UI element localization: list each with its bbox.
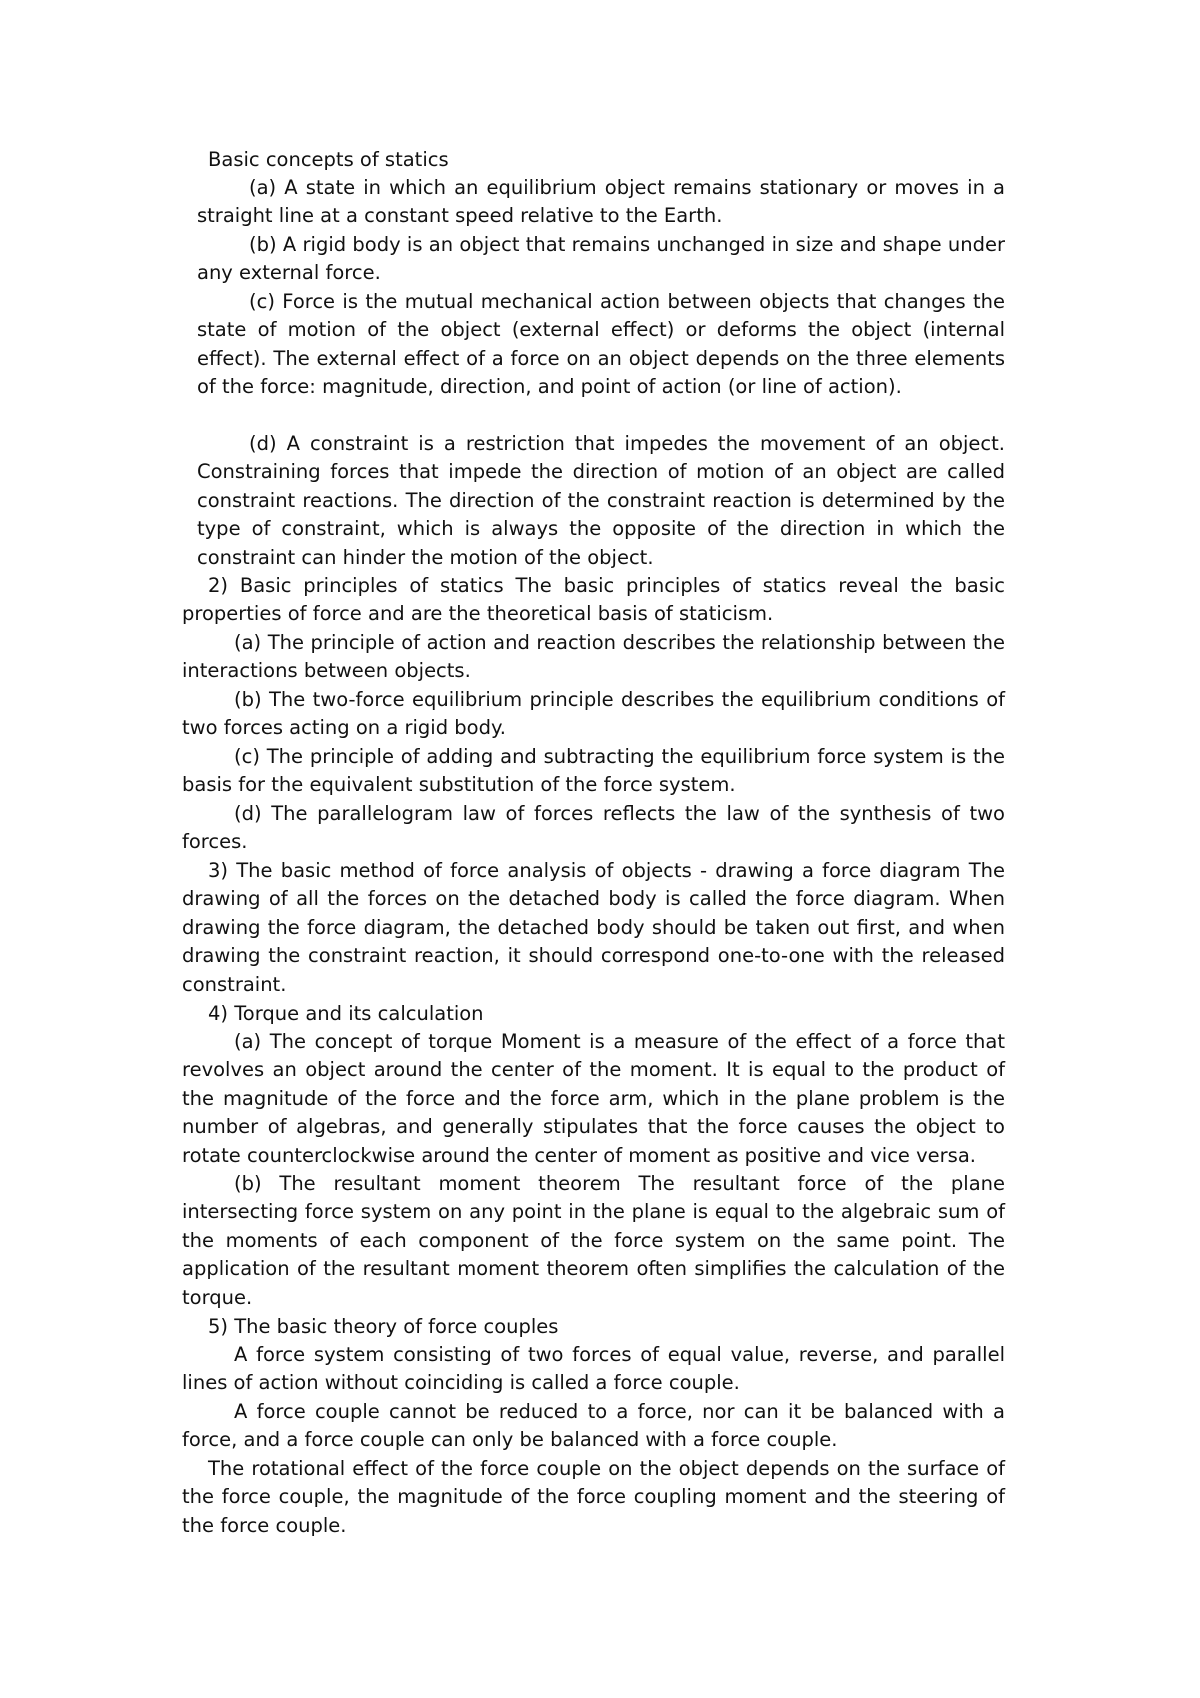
paragraph-4b: (b) The resultant moment theorem The resultant force of the plane intersecting force system on any point in the plane is equal to the algebraic sum of the moments of each component of the force system on the same point. The application of the resultant moment theorem often simplifies the calculation of the torque. <box>182 1172 1005 1309</box>
paragraph-5c: The rotational effect of the force couple on the object depends on the surface of the force couple, the magnitude of the force coupling moment and the steering of the force couple. <box>182 1457 1005 1537</box>
paragraph-1d: (d) A constraint is a restriction that impedes the movement of an object. Constraining forces that impede the direction of motion of an object are called constraint reactions. The direction of the constraint reaction is determined by the type of constraint, which is always the opposite of the direction in which the constraint can hinder the motion of the object. <box>197 432 1005 569</box>
paragraph-2a: (a) The principle of action and reaction describes the relationship between the interactions between objects. <box>182 631 1005 683</box>
section-heading-basic-concepts: Basic concepts of statics <box>208 148 449 171</box>
paragraph-2c: (c) The principle of adding and subtracting the equilibrium force system is the basis for the equivalent substitution of the force system. <box>182 745 1005 797</box>
paragraph-section-2: 2) Basic principles of statics The basic principles of statics reveal the basic properties of force and are the theoretical basis of staticism. <box>182 574 1005 626</box>
paragraph-section-5-heading: 5) The basic theory of force couples <box>208 1315 559 1338</box>
paragraph-section-3: 3) The basic method of force analysis of objects - drawing a force diagram The drawing of all the forces on the detached body is called the force diagram. When drawing the force diagram, the detached body should be taken out first, and when drawing the constraint reaction, it should correspond one-to-one with the released constraint. <box>182 859 1005 996</box>
paragraph-5b: A force couple cannot be reduced to a force, nor can it be balanced with a force, and a force couple can only be balanced with a force couple. <box>182 1400 1005 1452</box>
paragraph-1b: (b) A rigid body is an object that remains unchanged in size and shape under any external force. <box>197 233 1005 285</box>
paragraph-4a: (a) The concept of torque Moment is a measure of the effect of a force that revolves an object around the center of the moment. It is equal to the product of the magnitude of the force and the force arm, which in the plane problem is the number of algebras, and generally stipulates that the force causes the object to rotate counterclockwise around the center of moment as positive and vice versa. <box>182 1030 1005 1167</box>
paragraph-5a: A force system consisting of two forces of equal value, reverse, and parallel lines of action without coinciding is called a force couple. <box>182 1343 1005 1395</box>
paragraph-section-4-heading: 4) Torque and its calculation <box>208 1002 484 1025</box>
paragraph-2d: (d) The parallelogram law of forces reflects the law of the synthesis of two forces. <box>182 802 1005 854</box>
paragraph-1a: (a) A state in which an equilibrium object remains stationary or moves in a straight line at a constant speed relative to the Earth. <box>197 176 1005 228</box>
paragraph-2b: (b) The two-force equilibrium principle describes the equilibrium conditions of two forces acting on a rigid body. <box>182 688 1005 740</box>
paragraph-1c: (c) Force is the mutual mechanical action between objects that changes the state of motion of the object (external effect) or deforms the object (internal effect). The external effect of a force on an object depends on the three elements of the force: magnitude, direction, and point of action (or line of action). <box>197 290 1005 399</box>
